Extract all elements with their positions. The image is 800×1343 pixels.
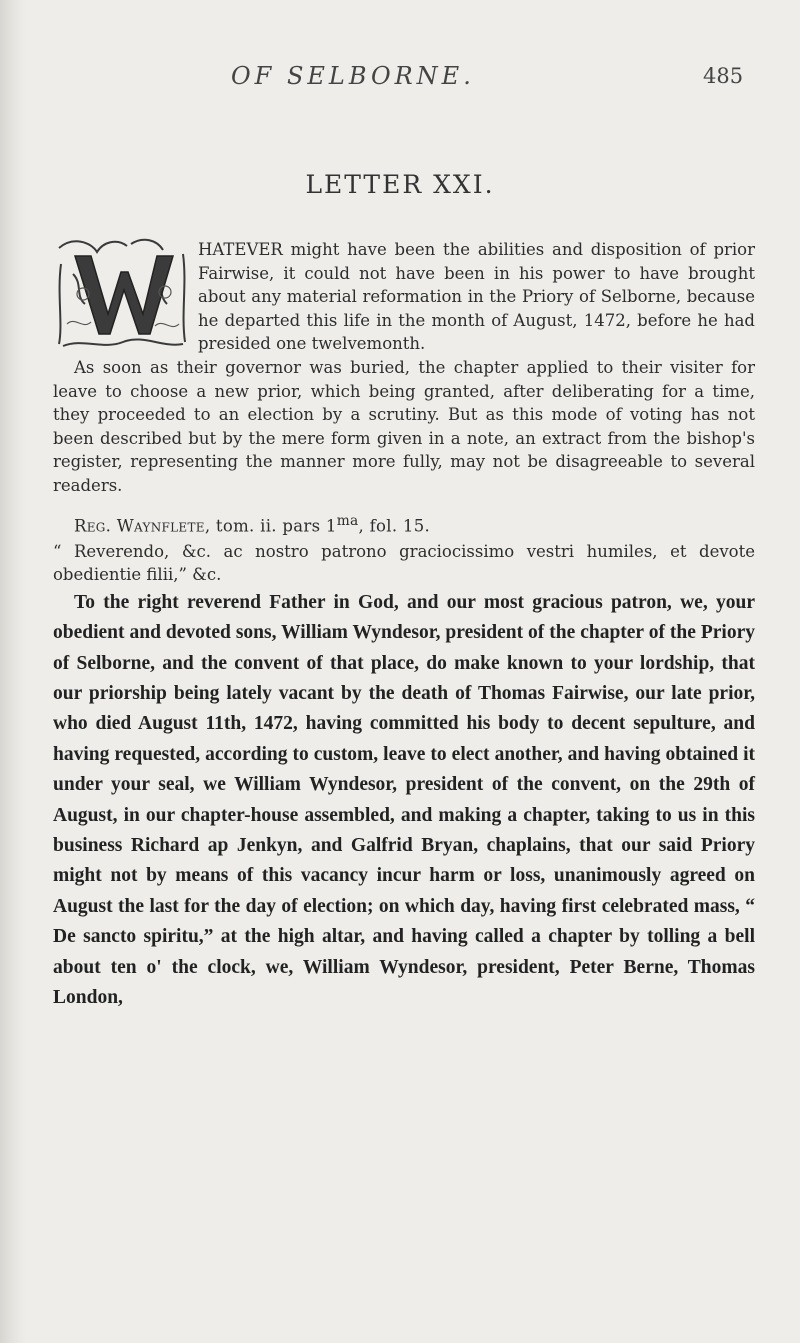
ornamental-drop-cap — [53, 234, 192, 352]
register-name: Reg. Waynflete, — [74, 516, 211, 536]
ornamental-initial-w-icon — [53, 234, 192, 352]
register-superscript: ma — [336, 512, 359, 529]
register-folio: , fol. 15. — [358, 516, 431, 536]
page-body — [53, 238, 755, 1014]
translation-paragraph: To the right reverend Father in God, and our most gracious patron, we, your obedient and devoted sons, William Wyndesor, president of the chapter of the Priory of Selborne, and the convent of that place, do make known to your lordship, that our priorship being lately vacant by the death of Thomas Fairwise, our late prior, who died August 11th, 1472, having committed his body to decent sepulture, and having requested, according to custom, leave to elect another, and having obtained it under your seal, we William Wyndesor, president of the convent, on the 29th of August, in our chapter-house assembled, and making a chapter, taking to us in this business Richard ap Jenkyn, and Galfrid Bryan, chaplains, that our said Priory might not by means of this vacancy incur harm or loss, unanimously agreed on August the last for the day of election; on which day, having first celebrated mass, “ De sancto spiritu,” at the high altar, and having called a chapter by tolling a bell about ten o' the clock, we, William Wyndesor, president, Peter Berne, Thomas London, — [53, 591, 755, 1009]
book-gutter-shadow — [0, 0, 26, 1343]
page-number: 485 — [703, 64, 744, 88]
letter-heading: LETTER XXI. — [305, 170, 495, 199]
running-head — [0, 62, 800, 102]
opening-paragraph: HATEVER might have been the abilities and disposition of prior Fairwise, it could not have been in his power to have brought about any material reformation in the Priory of Selborne, because he departed this life in the month of August, 1472, before he had presided one twelvemonth. — [198, 240, 755, 354]
latin-quotation: “ Reverendo, &c. ac nostro patrono graciocissimo vestri humiles, et devote obedientie filii,” &c. — [53, 541, 755, 585]
paragraph-election: As soon as their governor was buried, the chapter applied to their visiter for leave to choose a new prior, which being granted, after deliberating for a time, they proceeded to an election by a scrutiny. But as this mode of voting has not been described but by the mere form given in a note, an extract from the bishop's register, representing the manner more fully, may not be disagreeable to several readers. — [53, 357, 755, 495]
running-title: OF SELBORNE. — [231, 62, 475, 90]
register-reference — [53, 510, 755, 538]
register-tome: tom. ii. pars 1 — [210, 516, 337, 536]
